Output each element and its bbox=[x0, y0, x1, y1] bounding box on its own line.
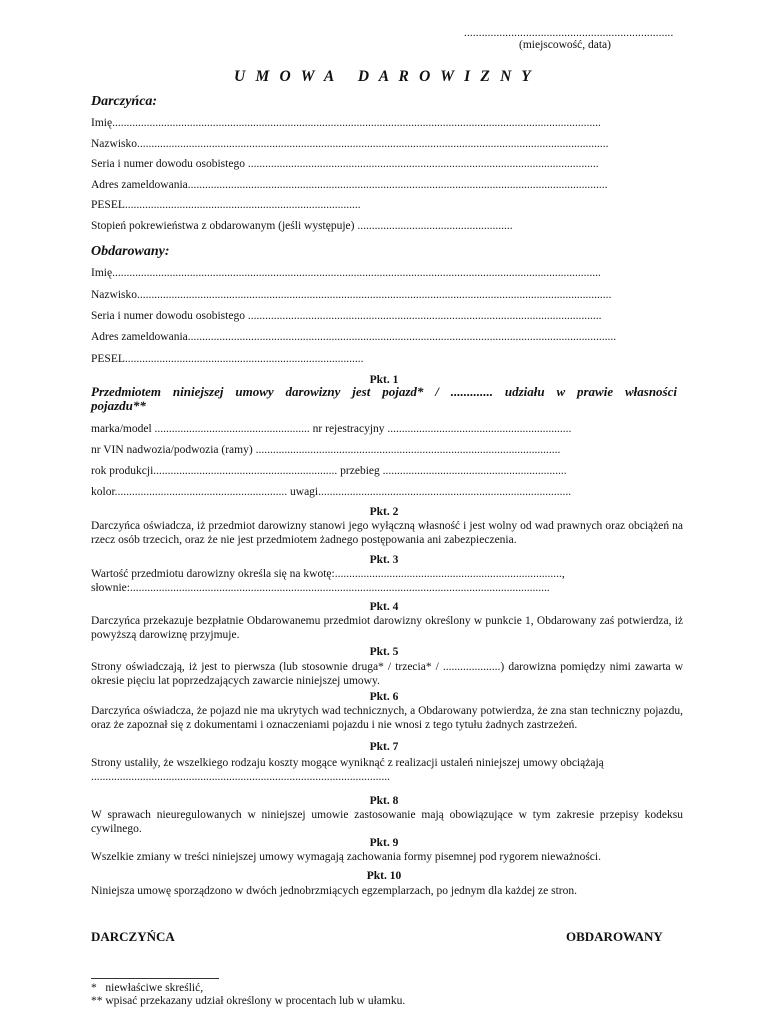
donation-value-words-field[interactable]: słownie:.................................................................................................................................................. bbox=[91, 582, 550, 594]
recipient-last-name-field[interactable]: Nazwisko..................................................................................................................................................................... bbox=[91, 289, 612, 301]
pkt5-text: Strony oświadczają, iż jest to pierwsza (lub stosownie druga* / trzecia* / ....................) darowizna pomiędzy nimi zawarta w okresie pięciu lat poprzedzających zawarcie niniejszej umowy. bbox=[91, 661, 683, 687]
donor-last-name-field[interactable]: Nazwisko.................................................................................................................................................................... bbox=[91, 138, 609, 150]
vehicle-year-mileage-field[interactable]: rok produkcji................................................................ przebieg ................................................................ bbox=[91, 465, 567, 477]
donor-heading: Darczyńca: bbox=[91, 94, 158, 109]
pkt9-text: Wszelkie zmiany w treści niniejszej umowy wymagają zachowania formy pisemnej pod rygorem nieważności. bbox=[91, 851, 601, 863]
recipient-heading: Obdarowany: bbox=[91, 244, 170, 259]
footnote-separator bbox=[91, 978, 219, 979]
pkt3-label: Pkt. 3 bbox=[369, 554, 399, 566]
pkt2-label: Pkt. 2 bbox=[369, 506, 399, 518]
recipient-pesel-field[interactable]: PESEL................................................................................... bbox=[91, 353, 364, 365]
donor-id-number-field[interactable]: Seria i numer dowodu osobistego .......................................................................................................................... bbox=[91, 158, 599, 170]
footnote-2: ** wpisać przekazany udział określony w procentach lub w ułamku. bbox=[91, 995, 406, 1007]
pkt6-label: Pkt. 6 bbox=[369, 691, 399, 703]
pkt1-intro bbox=[91, 385, 677, 413]
pkt8-label: Pkt. 8 bbox=[369, 795, 399, 807]
donor-address-field[interactable]: Adres zameldowania.................................................................................................................................................. bbox=[91, 179, 608, 191]
pkt2-text: Darczyńca oświadcza, iż przedmiot darowizny stanowi jego wyłączną własność i jest wolny od wad prawnych oraz obciążeń na rzecz osób trzecich, oraz że nie jest przedmiotem żadnego postępowania ani zabezpieczenia. bbox=[91, 520, 683, 546]
pkt1-intro-line2: pojazdu** bbox=[91, 398, 146, 413]
pkt1-label: Pkt. 1 bbox=[369, 374, 399, 386]
pkt9-label: Pkt. 9 bbox=[369, 837, 399, 849]
document-title: U M O W A D A R O W I Z N Y bbox=[234, 68, 534, 85]
vehicle-vin-field[interactable]: nr VIN nadwozia/podwozia (ramy) .......................................................................................................... bbox=[91, 444, 561, 456]
pkt7-label: Pkt. 7 bbox=[369, 741, 399, 753]
donation-value-field[interactable]: Wartość przedmiotu darowizny określa się na kwotę:..............................................................................., bbox=[91, 568, 565, 580]
pkt5-label: Pkt. 5 bbox=[369, 646, 399, 658]
pkt10-label: Pkt. 10 bbox=[366, 870, 402, 882]
cost-bearer-field[interactable]: ........................................................................................................ bbox=[91, 771, 390, 783]
recipient-signature-label: OBDAROWANY bbox=[566, 929, 663, 944]
pkt6-text: Darczyńca oświadcza, że pojazd nie ma ukrytych wad technicznych, a Obdarowany potwierdza, że zna stan techniczny pojazdu, oraz że zapoznał się z dokumentami i oznaczeniami pojazdu i nie wnosi z tego tytułu żadnych zastrzeżeń. bbox=[91, 705, 683, 731]
vehicle-color-notes-field[interactable]: kolor............................................................ uwagi........................................................................................ bbox=[91, 486, 572, 498]
donor-first-name-field[interactable]: Imię.......................................................................................................................................................................... bbox=[91, 117, 601, 129]
recipient-first-name-field[interactable]: Imię.......................................................................................................................................................................... bbox=[91, 267, 601, 279]
donor-signature-label: DARCZYŃCA bbox=[91, 929, 175, 944]
donor-pesel-field[interactable]: PESEL.................................................................................. bbox=[91, 199, 361, 211]
recipient-id-number-field[interactable]: Seria i numer dowodu osobistego ........................................................................................................................... bbox=[91, 310, 602, 322]
pkt4-text: Darczyńca przekazuje bezpłatnie Obdarowanemu przedmiot darowizny określony w punkcie 1, Obdarowany zaś potwierdza, iż powyższą darowiznę przyjmuje. bbox=[91, 615, 683, 641]
recipient-address-field[interactable]: Adres zameldowania..................................................................................................................................................... bbox=[91, 331, 617, 343]
vehicle-make-registration-field[interactable]: marka/model ...................................................... nr rejestracyjny ................................................................ bbox=[91, 423, 572, 435]
footnote-1: * niewłaściwe skreślić, bbox=[91, 982, 204, 994]
pkt1-intro-line1: Przedmiotem niniejszej umowy darowizny jest pojazd* / ............. udziału w prawie własności bbox=[91, 385, 677, 399]
pkt10-text: Niniejsza umowę sporządzono w dwóch jednobrzmiących egzemplarzach, po jednym dla każdej ze stron. bbox=[91, 885, 578, 897]
pkt7-text: Strony ustaliły, że wszelkiego rodzaju koszty mogące wyniknąć z realizacji ustaleń niniejszej umowy obciążają bbox=[91, 757, 604, 769]
place-date-label: (miejscowość, data) bbox=[519, 39, 611, 51]
place-date-dots: ....................................................................... bbox=[464, 27, 674, 39]
donor-kinship-field[interactable]: Stopień pokrewieństwa z obdarowanym (jeśli występuje) ...................................................... bbox=[91, 220, 513, 232]
pkt8-text: W sprawach nieuregulowanych w niniejszej umowie zastosowanie mają obowiązujące w tym zakresie przepisy kodeksu cywilnego. bbox=[91, 809, 683, 835]
pkt4-label: Pkt. 4 bbox=[369, 601, 399, 613]
